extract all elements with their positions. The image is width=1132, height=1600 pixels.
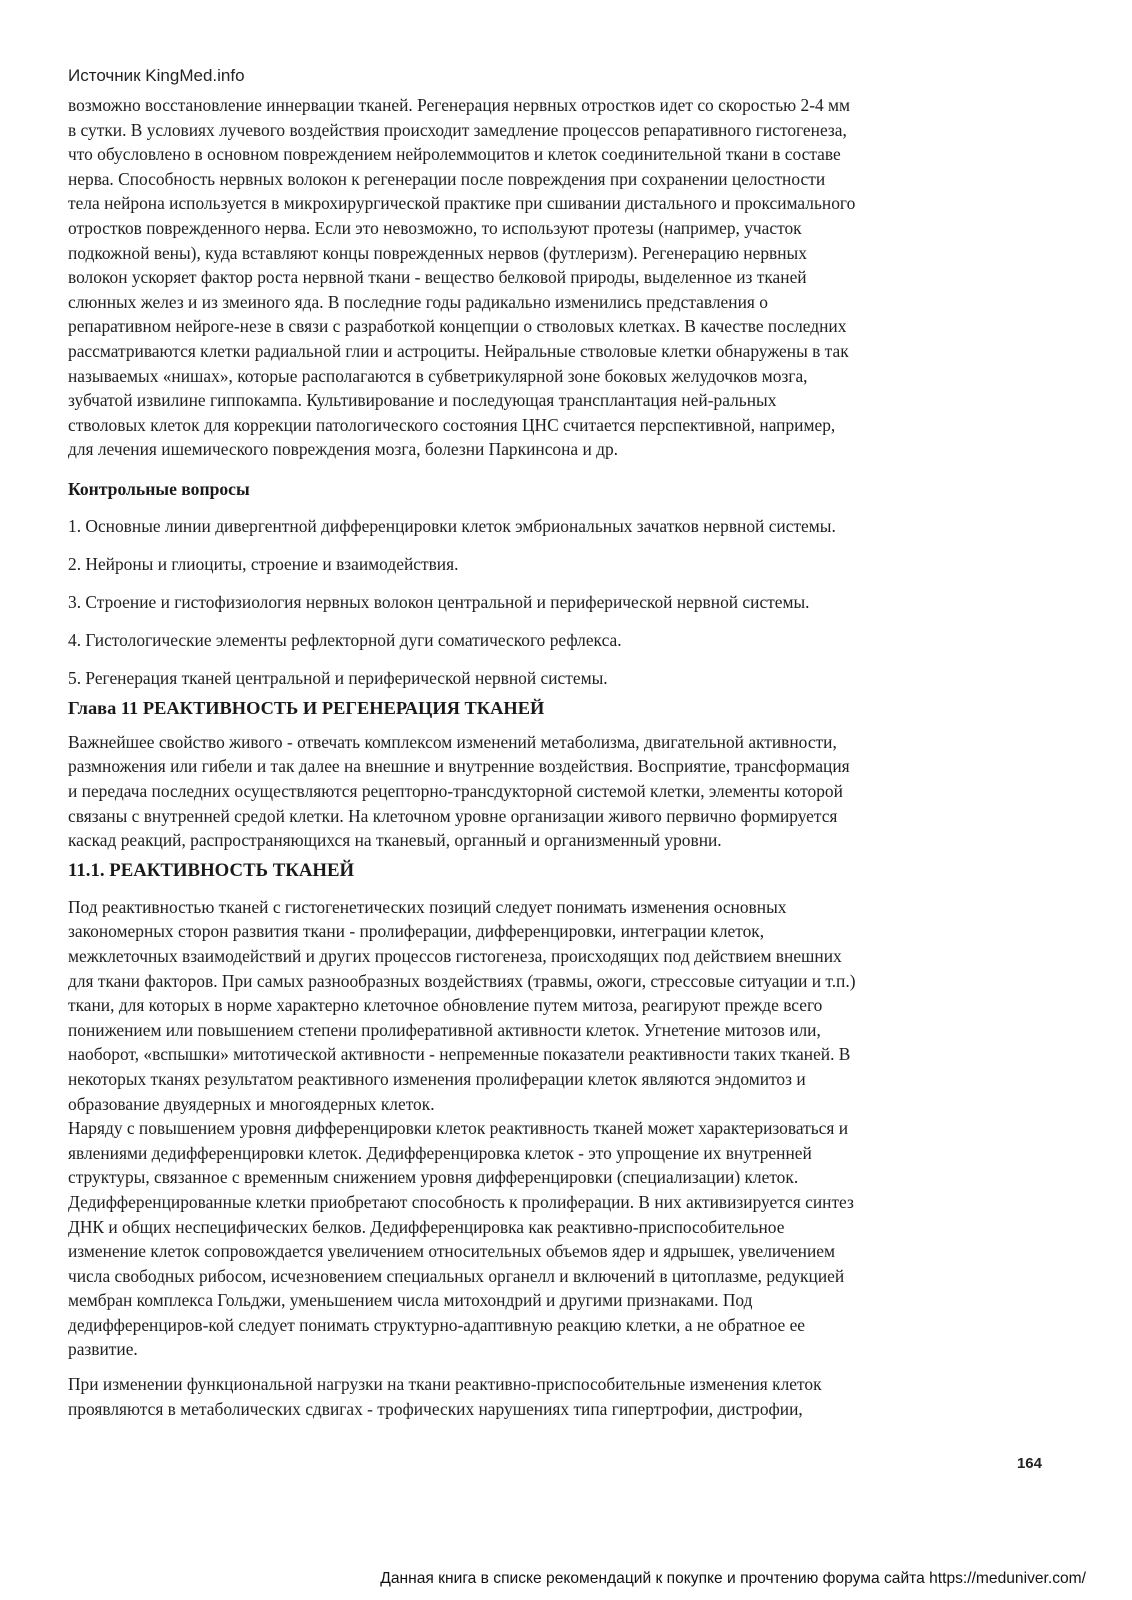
text-line: волокон ускоряет фактор роста нервной ткани - вещество белковой природы, выделенное из тканей: [68, 267, 807, 288]
text-line: числа свободных рибосом, исчезновением специальных органелл и включений в цитоплазме, редукцией: [68, 1265, 845, 1286]
text-line: размножения или гибели и так далее на внешние и внутренние воздействия. Восприятие, трансформация: [68, 756, 850, 777]
question-item: 2. Нейроны и глиоциты, строение и взаимодействия.: [68, 553, 459, 574]
text-line: явлениями дедифференцировки клеток. Дедифференцировка клеток - это упрощение их внутренней: [68, 1142, 812, 1163]
question-item: 3. Строение и гистофизиология нервных волокон центральной и периферической нервной системы.: [68, 591, 810, 612]
text-line: структуры, связанное с временным снижением уровня дифференцировки (специализации) клеток.: [68, 1167, 799, 1188]
section-paragraph: [68, 895, 1058, 1362]
text-line: стволовых клеток для коррекции патологического состояния ЦНС считается перспективной, например,: [68, 414, 836, 435]
questions-list: [68, 514, 1058, 691]
text-line: понижением или повышением степени пролиферативной активности клеток. Угнетение митозов или,: [68, 1019, 821, 1040]
text-line: слюнных желез и из змеиного яда. В последние годы радикально изменились представления о: [68, 291, 768, 312]
text-line: изменение клеток сопровождается увеличением относительных объемов ядер и ядрышек, увеличением: [68, 1241, 835, 1262]
paragraph-spacer: [68, 1362, 1058, 1372]
text-line: нерва. Способность нервных волокон к регенерации после повреждения при сохранении целостности: [68, 168, 826, 189]
text-line: что обусловлено в основном повреждением нейролеммоцитов и клеток соединительной ткани в составе: [68, 144, 841, 165]
text-line: ДНК и общих неспецифических белков. Дедифференцировка как реактивно-приспособительное: [68, 1216, 785, 1237]
text-line: зубчатой извилине гиппокампа. Культивирование и последующая трансплантация ней-ральных: [68, 390, 777, 411]
text-line: Наряду с повышением уровня дифференцировки клеток реактивность тканей может характеризоваться и: [68, 1118, 849, 1139]
page-content: [68, 93, 1058, 1421]
text-line: возможно восстановление иннервации тканей. Регенерация нервных отростков идет со скоростью 2-4 мм: [68, 95, 851, 115]
text-line: связаны с внутренней средой клетки. На клеточном уровне организации живого первично формируется: [68, 805, 838, 826]
section-heading: 11.1. РЕАКТИВНОСТЬ ТКАНЕЙ: [68, 859, 355, 881]
text-line: ткани, для которых в норме характерно клеточное обновление путем митоза, реагируют прежде всего: [68, 995, 823, 1016]
text-line: для ткани факторов. При самых разнообразных воздействиях (травмы, ожоги, стрессовые ситуации и т.п.): [68, 970, 856, 991]
text-line: тела нейрона используется в микрохирургической практике при сшивании дистального и проксимального: [68, 193, 856, 214]
text-line: развитие.: [68, 1339, 138, 1360]
text-line: в сутки. В условиях лучевого воздействия происходит замедление процессов репаративного гистогенеза,: [68, 119, 847, 140]
text-line: закономерных сторон развития ткани - пролиферации, дифференцировки, интеграции клеток,: [68, 921, 765, 942]
text-line: образование двуядерных и многоядерных клеток.: [68, 1093, 435, 1114]
text-line: для лечения ишемического повреждения мозга, болезни Паркинсона и др.: [68, 439, 619, 460]
text-line: некоторых тканях результатом реактивного изменения пролиферации клеток являются эндомитоз и: [68, 1068, 806, 1089]
text-line: Под реактивностью тканей с гистогенетических позиций следует понимать изменения основных: [68, 896, 787, 917]
text-line: Дедифференцированные клетки приобретают способность к пролиферации. В них активизируется синтез: [68, 1191, 854, 1212]
text-line: каскад реакций, распространяющихся на тканевый, органный и организменный уровни.: [68, 830, 722, 851]
text-line: репаративном нейроге-незе в связи с разработкой концепции о стволовых клетках. В качестве последних: [68, 316, 847, 337]
text-line: и передача последних осуществляются рецепторно-трансдукторной системой клетки, элементы которой: [68, 781, 843, 802]
questions-heading: Контрольные вопросы: [68, 478, 250, 499]
text-line: называемых «нишах», которые располагаются в субветрикулярной зоне боковых желудочков мозга,: [68, 365, 808, 386]
chapter-paragraph: [68, 730, 1058, 853]
chapter-heading: Глава 11 РЕАКТИВНОСТЬ И РЕГЕНЕРАЦИЯ ТКАНЕЙ: [68, 697, 545, 718]
text-line: рассматриваются клетки радиальной глии и астроциты. Нейральные стволовые клетки обнаружены в так: [68, 340, 849, 361]
text-line: дедифференциров-кой следует понимать структурно-адаптивную реакцию клетки, а не обратное ее: [68, 1314, 806, 1335]
section-paragraph-2: [68, 1372, 1058, 1421]
question-item: 5. Регенерация тканей центральной и периферической нервной системы.: [68, 667, 608, 688]
text-line: межклеточных взаимодействий и других процессов гистогенеза, происходящих под действием внешних: [68, 945, 842, 966]
text-line: отростков поврежденного нерва. Если это невозможно, то используют протезы (например, участок: [68, 217, 802, 238]
question-item: 1. Основные линии дивергентной дифференцировки клеток эмбриональных зачатков нервной системы.: [68, 515, 836, 536]
text-line: Важнейшее свойство живого - отвечать комплексом изменений метаболизма, двигательной активности,: [68, 731, 837, 752]
intro-paragraph: [68, 93, 1058, 462]
footer-note: Данная книга в списке рекомендаций к покупке и прочтению форума сайта https://meduniver.com/: [380, 1570, 1086, 1587]
page-number: 164: [1016, 1455, 1042, 1472]
source-header: Источник KingMed.info: [68, 66, 245, 85]
question-item: 4. Гистологические элементы рефлекторной дуги соматического рефлекса.: [68, 629, 622, 650]
text-line: подкожной вены), куда вставляют концы поврежденных нервов (футлеризм). Регенерацию нервных: [68, 242, 807, 263]
text-line: проявляются в метаболических сдвигах - трофических нарушениях типа гипертрофии, дистрофии,: [68, 1398, 803, 1419]
text-line: При изменении функциональной нагрузки на ткани реактивно-приспособительные изменения клеток: [68, 1374, 822, 1395]
text-line: мембран комплекса Гольджи, уменьшением числа митохондрий и другими признаками. Под: [68, 1290, 753, 1311]
text-line: наоборот, «вспышки» митотической активности - непременные показатели реактивности таких тканей. В: [68, 1044, 851, 1065]
